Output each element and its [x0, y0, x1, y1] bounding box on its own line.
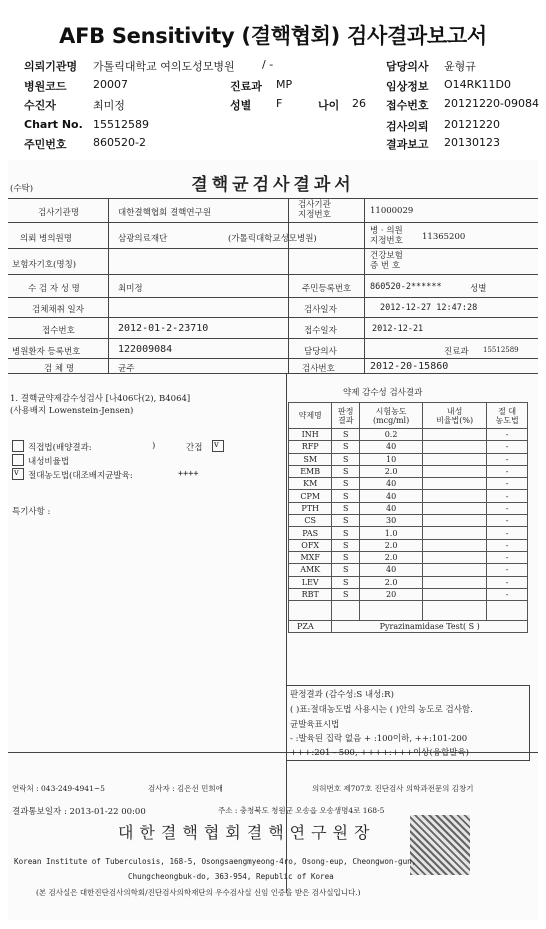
cell-ratio	[423, 478, 487, 490]
label-sheet-dept: 진료과	[444, 347, 469, 357]
cell-conc: 40	[360, 502, 423, 514]
col-ratio: 내성 비율법(%)	[423, 403, 487, 429]
table-row	[289, 502, 528, 514]
label-receipt-date: 접수일자	[304, 326, 337, 336]
cell-conc: 30	[360, 515, 423, 527]
cell-result: S	[332, 465, 360, 477]
footer-report-date: 결과통보일자 : 2013-01-22 00:00	[12, 807, 146, 817]
cell-result: S	[332, 429, 360, 441]
label-requesting-institution: 의뢰기관명	[24, 60, 78, 73]
value-resident-number: 860520-2	[93, 136, 146, 149]
ratio-method-checkbox	[12, 454, 24, 466]
cell-ratio	[423, 551, 487, 563]
footer-examiner: 검사자 : 김은선 민희애	[148, 784, 223, 793]
table-row-empty	[289, 601, 528, 621]
table-caption: 약제 감수성 검사결과	[343, 388, 423, 398]
label-receipt-number: 접수번호	[386, 99, 429, 112]
cell-drug: PTH	[289, 502, 332, 514]
remarks-label: 특기사항 :	[12, 507, 51, 517]
label-rrn: 주민등록번호	[302, 284, 352, 294]
value-receipt-date: 2012-12-21	[372, 324, 424, 334]
cell-result: S	[332, 490, 360, 502]
consignment-mark: (수탁)	[10, 184, 34, 194]
label-receipt-no: 접수번호	[42, 326, 75, 336]
footer-license: 의허번호 제707호 진단검사 의학과전문의 김창기	[312, 784, 474, 793]
cell-conc: 2.0	[360, 551, 423, 563]
label-result-report: 결과보고	[386, 138, 429, 151]
cell-result: S	[332, 564, 360, 576]
label-resident-number: 주민번호	[24, 138, 67, 151]
cell-absolute: -	[487, 576, 528, 588]
cell-result: S	[332, 453, 360, 465]
table-row	[289, 588, 528, 600]
label-attending-doctor: 담당의사	[386, 60, 429, 73]
cell-result: S	[332, 478, 360, 490]
footer-accreditation-note: (본 검사실은 대한진단검사의학회/진단검사의학재단의 우수검사실 신임 인증을 받은 검사실입니다.)	[36, 888, 361, 897]
cell-absolute: -	[487, 453, 528, 465]
cell-result: S	[332, 539, 360, 551]
value-institution-suffix: / -	[262, 58, 274, 71]
value-sheet-dept: 15512589	[483, 346, 519, 354]
value-examinee: 최미정	[118, 284, 143, 294]
cell-ratio	[423, 502, 487, 514]
legend-line3: 균발육표시법	[290, 720, 340, 730]
label-doctor-number: 병 · 의원 지정번호	[370, 226, 403, 246]
label-inst: 검사기관명	[38, 208, 80, 218]
label-req-hospital: 의뢰 병의원명	[20, 234, 72, 244]
cell-result: S	[332, 588, 360, 600]
value-test-date: 2012-12-27 12:47:28	[380, 303, 478, 313]
label-hosp-patient-no: 병원환자 등록번호	[12, 347, 81, 357]
label-designation: 검사기관 지정번호	[298, 200, 331, 220]
cell-conc: 2.0	[360, 539, 423, 551]
cell-drug: RFP	[289, 441, 332, 453]
label-examinee: 수 검 자 성 명	[28, 284, 80, 294]
value-inst: 대한결핵협회 결핵연구원	[118, 208, 212, 218]
value-rrn: 860520-2******	[370, 282, 442, 292]
table-row	[289, 551, 528, 563]
opt-direct: 직접법(배양결과:	[28, 443, 92, 453]
value-sex: F	[276, 97, 283, 110]
label-hospital-code: 병원코드	[24, 80, 67, 93]
value-req-hospital-sub: (가톨릭대학교성모병원)	[228, 234, 317, 244]
label-sheet-sex: 성별	[470, 284, 487, 294]
absolute-mark: v	[14, 468, 19, 478]
footer-phone: 연락처 : 043-249-4941~5	[12, 784, 105, 793]
cell-pza-value: Pyrazinamidase Test( S )	[332, 621, 528, 633]
footer-eng-address-1: Korean Institute of Tuberculosis, 168-5, Osongsaengmyeong-4ro, Osong-eup, Cheongwon-gun,	[14, 857, 417, 866]
cell-ratio	[423, 490, 487, 502]
col-absolute: 절 대 농도법	[487, 403, 528, 429]
legend-line5: +++:201 - 500, ++++:+++이상(융합발육)	[290, 748, 469, 758]
table-row	[289, 453, 528, 465]
cell-conc: 0.2	[360, 429, 423, 441]
opt-absolute: 절대농도법(대조배지균발육:	[28, 471, 133, 481]
label-exam-no: 검사번호	[302, 364, 335, 374]
value-test-request: 20121220	[444, 118, 500, 131]
col-result: 판정 결과	[332, 403, 360, 429]
cell-drug: INH	[289, 429, 332, 441]
cell-result: S	[332, 441, 360, 453]
label-insurance-number: 건강보험 증 번 호	[370, 251, 403, 271]
opt-absolute-value: ++++	[178, 469, 199, 479]
label-sex: 성별	[230, 99, 252, 112]
value-receipt-no: 2012-01-2-23710	[118, 323, 209, 334]
cell-conc: 20	[360, 588, 423, 600]
label-chart-no: Chart No.	[24, 118, 83, 131]
cell-drug: SM	[289, 453, 332, 465]
cell-absolute: -	[487, 515, 528, 527]
cell-drug: CPM	[289, 490, 332, 502]
cell-drug: EMB	[289, 465, 332, 477]
scanned-result-sheet	[8, 160, 538, 920]
label-insurer: 보험자기호(명칭)	[12, 260, 77, 270]
cell-absolute: -	[487, 478, 528, 490]
table-row	[289, 478, 528, 490]
cell-conc: 40	[360, 564, 423, 576]
value-designation: 11000029	[370, 206, 414, 216]
label-test-date: 검사일자	[304, 305, 337, 315]
cell-ratio	[423, 465, 487, 477]
cell-conc: 2.0	[360, 576, 423, 588]
cell-absolute: -	[487, 564, 528, 576]
cell-ratio	[423, 564, 487, 576]
value-req-hospital: 삼광의료재단	[118, 234, 168, 244]
cell-drug: AMK	[289, 564, 332, 576]
report-title: AFB Sensitivity (결핵협회) 검사결과보고서	[59, 24, 487, 48]
method-line1: 1. 결핵균약제감수성검사 [나406다(2), B4064]	[10, 394, 191, 404]
value-attending-doctor: 윤형규	[444, 60, 476, 73]
method-line2: (사용배지 Lowenstein-Jensen)	[10, 406, 134, 416]
cell-drug: KM	[289, 478, 332, 490]
value-age: 26	[352, 97, 366, 110]
value-doctor-number: 11365200	[422, 232, 466, 242]
cell-absolute: -	[487, 465, 528, 477]
cell-ratio	[423, 453, 487, 465]
legend-line1: 판정결과 (감수성:S 내성:R)	[290, 690, 394, 700]
cell-conc: 40	[360, 441, 423, 453]
susceptibility-table	[288, 402, 528, 633]
label-specimen: 검 체 명	[44, 364, 75, 374]
footer-org: 대한결핵협회결핵연구원장	[118, 823, 376, 842]
cell-result: S	[332, 551, 360, 563]
cell-ratio	[423, 588, 487, 600]
cell-absolute: -	[487, 539, 528, 551]
opt-indirect: 간접	[186, 443, 203, 453]
value-hospital-code: 20007	[93, 78, 128, 91]
value-patient: 최미정	[93, 99, 125, 112]
cell-pza-label: PZA	[289, 621, 332, 633]
table-row	[289, 539, 528, 551]
official-seal	[410, 815, 470, 875]
label-age: 나이	[318, 99, 340, 112]
label-test-request: 검사의뢰	[386, 120, 429, 133]
cell-ratio	[423, 441, 487, 453]
cell-drug: MXF	[289, 551, 332, 563]
value-specimen: 균주	[118, 364, 135, 374]
value-clinical-info: O14RK11D0	[444, 78, 511, 91]
cell-conc: 40	[360, 478, 423, 490]
label-sheet-attending: 담당의사	[304, 347, 337, 357]
legend-line2: ( )표:절대농도법 사용시는 ( )안의 농도로 검사함.	[290, 705, 473, 715]
cell-result: S	[332, 576, 360, 588]
cell-absolute: -	[487, 441, 528, 453]
value-hosp-patient-no: 122009084	[118, 344, 173, 355]
table-row	[289, 576, 528, 588]
cell-absolute: -	[487, 490, 528, 502]
cell-drug: OFX	[289, 539, 332, 551]
cell-drug: RBT	[289, 588, 332, 600]
cell-conc: 10	[360, 453, 423, 465]
cell-result: S	[332, 515, 360, 527]
table-row	[289, 429, 528, 441]
opt-direct-close: )	[152, 441, 156, 451]
cell-absolute: -	[487, 551, 528, 563]
label-collect-date: 검체채취 일자	[32, 305, 84, 315]
cell-absolute: -	[487, 429, 528, 441]
cell-result: S	[332, 502, 360, 514]
value-chart-no: 15512589	[93, 118, 149, 131]
value-department: MP	[276, 78, 293, 91]
pza-row	[289, 621, 528, 633]
cell-absolute: -	[487, 502, 528, 514]
label-department: 진료과	[230, 80, 262, 93]
table-row	[289, 515, 528, 527]
sheet-title: 결핵균검사결과서	[191, 175, 355, 195]
cell-ratio	[423, 515, 487, 527]
table-row	[289, 441, 528, 453]
direct-method-checkbox	[12, 440, 24, 452]
cell-drug: PAS	[289, 527, 332, 539]
label-patient: 수진자	[24, 99, 56, 112]
label-clinical-info: 임상정보	[386, 80, 429, 93]
value-receipt-number: 20121220-09084	[444, 97, 539, 110]
cell-ratio	[423, 429, 487, 441]
cell-conc: 40	[360, 490, 423, 502]
legend-line4: - :발육된 집락 없음 + :100이하, ++:101-200	[290, 734, 468, 744]
col-drug: 약제명	[289, 403, 332, 429]
cell-drug: CS	[289, 515, 332, 527]
table-row	[289, 564, 528, 576]
opt-ratio: 내성비율법	[28, 457, 70, 467]
cell-ratio	[423, 576, 487, 588]
cell-drug: LEV	[289, 576, 332, 588]
table-row	[289, 527, 528, 539]
cell-ratio	[423, 539, 487, 551]
table-row	[289, 490, 528, 502]
footer-eng-address-2: Chungcheongbuk-do, 363-954, Republic of Korea	[128, 872, 334, 881]
footer-address: 주소 : 충청북도 청원군 오송읍 오송생명4로 168-5	[218, 806, 385, 815]
cell-result: S	[332, 527, 360, 539]
value-result-report: 20130123	[444, 136, 500, 149]
indirect-mark: v	[214, 440, 219, 450]
value-exam-no: 2012-20-15860	[370, 361, 449, 372]
cell-ratio	[423, 527, 487, 539]
table-row	[289, 465, 528, 477]
cell-absolute: -	[487, 588, 528, 600]
table-header-row	[289, 403, 528, 429]
cell-conc: 2.0	[360, 465, 423, 477]
cell-absolute: -	[487, 527, 528, 539]
cell-conc: 1.0	[360, 527, 423, 539]
value-requesting-institution: 가톨릭대학교 여의도성모병원	[93, 60, 235, 73]
col-conc: 시험농도 (mcg/ml)	[360, 403, 423, 429]
